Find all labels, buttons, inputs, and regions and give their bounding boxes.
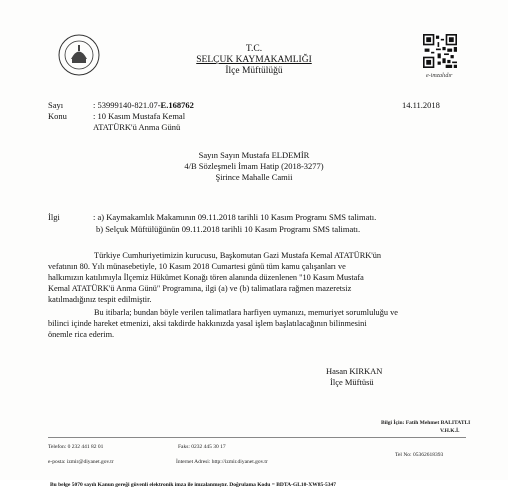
recipient-location: Şirince Mahalle Camii	[215, 172, 293, 182]
body-p1-line-2: vefatının 80. Yılı münasebetiyle, 10 Kasım 2018 Cumartesi günü tüm kamu çalışanları ve	[48, 262, 346, 271]
konu-line-1: : 10 Kasım Mustafa Kemal	[93, 111, 186, 121]
konu-line-2: ATATÜRK'ü Anma Günü	[93, 122, 181, 132]
sayi-number: : 53999140-821.07-	[93, 100, 161, 110]
footer-eposta[interactable]: e-posta: izmir@diyanet.gov.tr	[48, 459, 114, 465]
sayi-label: Sayı	[48, 100, 64, 110]
body-p1-line-4: Kemal ATATÜRK'ü Anma Günü" Programına, ilgi (a) ve (b) talimatlara rağmen mazeretsiz	[48, 284, 352, 293]
footer-faks: Faks: 0232 445 30 17	[178, 444, 226, 450]
recipient-position: 4/B Sözleşmeli İmam Hatip (2018-3277)	[184, 161, 324, 171]
e-signature-note: e-imzalıdır	[426, 73, 453, 79]
konu-label: Konu	[48, 111, 67, 121]
footer-contact-title: V.H.K.İ.	[440, 428, 460, 434]
footer-tel-no: Tel No: 05362618393	[395, 452, 444, 458]
footer-telefon: Telefon: 0 232 441 82 01	[48, 444, 104, 450]
footer-internet[interactable]: İnternet Adresi: http://izmir.diyanet.gov.tr	[176, 459, 268, 465]
recipient-name: Sayın Sayın Mustafa ELDEMİR	[198, 150, 310, 160]
ilgi-item-b: b) Selçuk Müftülüğünün 09.11.2018 tarihli 10 Kasım Programı SMS talimatı.	[96, 224, 361, 234]
sayi-code: E.168762	[160, 100, 194, 110]
sayi-value	[93, 100, 194, 110]
qr-code-icon	[423, 34, 457, 68]
ilgi-label: İlgi	[48, 212, 60, 222]
footer-contact-person: Bilgi İçin: Fatih Mehmet BALITATLI	[381, 420, 471, 426]
ilgi-item-a: : a) Kaymakamlık Makamının 09.11.2018 tarihli 10 Kasım Programı SMS talimatı.	[93, 212, 377, 222]
body-p1-line-3: halkımızın katılımıyla İlçemiz Hükümet Konağı tören alanında düzenlenen "10 Kasım Mustafa	[48, 273, 364, 282]
body-p1-line-1: Türkiye Cumhuriyetimizin kurucusu, Başkomutan Gazi Mustafa Kemal ATATÜRK'ün	[94, 251, 382, 260]
verification-text: Bu belge 5070 sayılı Kanun gereği güvenli elektronik imza ile imzalanmıştır. Doğrulama Kodu = BDTA-GL10-XW85-5347	[50, 482, 337, 488]
body-p2-line-2: bilinci içinde hareket etmenizi, aksi takdirde hakkınızda yasal işlem başlatılacağının bilinmesini	[48, 319, 367, 328]
body-p1-line-5: katılmadığınız tespit edilmiştir.	[48, 295, 152, 304]
body-p2-line-1: Bu itibarla; bundan böyle verilen talimatlara harfiyen uymanızı, memuriyet sorumluluğu ve	[94, 308, 398, 317]
footer-divider	[48, 437, 466, 438]
header-line-kaymakamlik: SELÇUK KAYMAKAMLIĞI	[196, 55, 312, 65]
body-p2-line-3: önemle rica ederim.	[48, 330, 115, 339]
header-line-muftuluk: İlçe Müftülüğü	[225, 66, 283, 76]
signer-title: İlçe Müftüsü	[330, 377, 374, 387]
document-date: 14.11.2018	[402, 100, 440, 110]
signer-name: Hasan KIRKAN	[326, 366, 383, 376]
header-line-tc: T.C.	[245, 44, 263, 54]
